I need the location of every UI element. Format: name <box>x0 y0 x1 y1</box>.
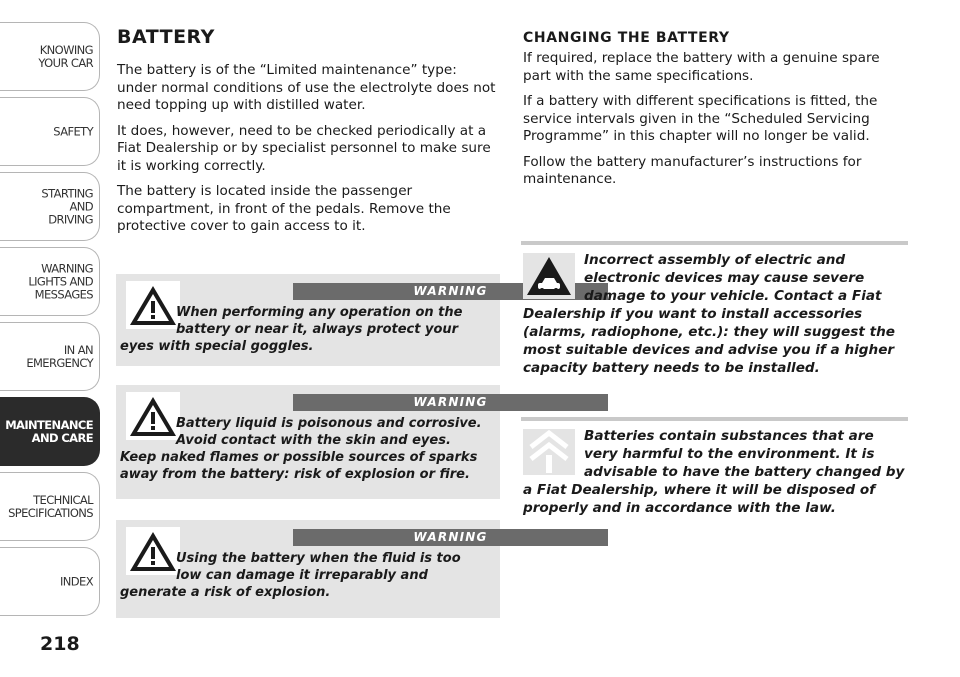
warning-header: WARNING <box>293 394 608 411</box>
paragraph: The battery is located inside the passenger compartment, in front of the pedals. Remove the protective cover to gain access to it. <box>117 183 451 234</box>
divider <box>521 241 908 245</box>
divider <box>521 417 908 421</box>
tab-in-an-emergency[interactable] <box>0 322 100 391</box>
tab-label: INDEX <box>60 574 93 588</box>
note-text-line: Incorrect assembly of electric and electronic devices may cause severe damage to your vehicle. Contact a Fiat <box>584 252 882 304</box>
warning-box <box>116 385 500 499</box>
tab-safety[interactable] <box>0 97 100 166</box>
tab-label: KNOWING YOUR CAR <box>38 42 93 70</box>
note-text-rest: Dealership if you want to install accessories (alarms, radiophone, etc.): they will suggest the most suitable devices and advise you if a higher capacity battery needs to be installed. <box>523 306 895 376</box>
paragraph: If required, replace the battery with a genuine spare part with the same specifications. <box>523 50 880 84</box>
section-title: BATTERY <box>117 26 215 48</box>
warning-text-line: When performing any operation on the battery or near it, always protect your <box>176 305 463 337</box>
paragraph: If a battery with different specifications is fitted, the service intervals given in the “Scheduled Servicing Programme” in this chapter will no longer be valid. <box>523 93 878 144</box>
note-text <box>523 427 908 517</box>
warning-text <box>120 304 490 355</box>
tab-starting-and-driving[interactable] <box>0 172 100 241</box>
warning-header: WARNING <box>293 529 608 546</box>
tab-label: WARNING LIGHTS AND MESSAGES <box>28 261 93 301</box>
note-text <box>523 251 908 377</box>
tab-knowing-your-car[interactable] <box>0 22 100 91</box>
caution-note <box>521 241 908 381</box>
warning-box <box>116 274 500 366</box>
section-title: CHANGING THE BATTERY <box>523 30 730 46</box>
changing-battery-section <box>523 30 909 197</box>
tab-label: IN AN EMERGENCY <box>26 342 93 370</box>
warning-text-line: Using the battery when the fluid is too low can damage it irreparably and <box>176 551 461 583</box>
tab-maintenance-and-care[interactable] <box>0 397 100 466</box>
note-text-rest: a Fiat Dealership, where it will be disposed of properly and in accordance with the law. <box>523 482 876 516</box>
battery-section <box>117 26 499 244</box>
warning-text-rest: eyes with special goggles. <box>120 339 314 354</box>
warning-box <box>116 520 500 618</box>
tab-index[interactable] <box>0 547 100 616</box>
warning-text-line: Battery liquid is poisonous and corrosive. Avoid contact with the skin and eyes. <box>176 416 482 448</box>
warning-header: WARNING <box>293 283 608 300</box>
warning-text-rest: Keep naked flames or possible sources of sparks away from the battery: risk of explosion or fire. <box>120 450 478 482</box>
tab-warning-lights[interactable] <box>0 247 100 316</box>
environment-note <box>521 417 908 527</box>
page-number: 218 <box>40 633 80 655</box>
paragraph: It does, however, need to be checked periodically at a Fiat Dealership or by specialist personnel to make sure it is working correctly. <box>117 122 491 174</box>
tab-label: STARTING AND DRIVING <box>41 186 93 226</box>
tab-label: MAINTENANCE AND CARE <box>5 417 93 445</box>
tab-technical-specifications[interactable] <box>0 472 100 541</box>
chapter-tabs <box>0 22 103 622</box>
note-text-line: Batteries contain substances that are very harmful to the environment. It is advisable to have the battery changed by <box>584 428 905 480</box>
warning-text <box>120 550 490 601</box>
paragraph: The battery is of the “Limited maintenance” type: under normal conditions of use the electrolyte does not need topping up with distilled water. <box>117 62 496 113</box>
warning-text <box>120 415 490 483</box>
tab-label: TECHNICAL SPECIFICATIONS <box>8 492 93 520</box>
paragraph: Follow the battery manufacturer’s instructions for maintenance. <box>523 153 862 187</box>
tab-label: SAFETY <box>53 124 93 138</box>
warning-text-rest: generate a risk of explosion. <box>120 585 331 600</box>
